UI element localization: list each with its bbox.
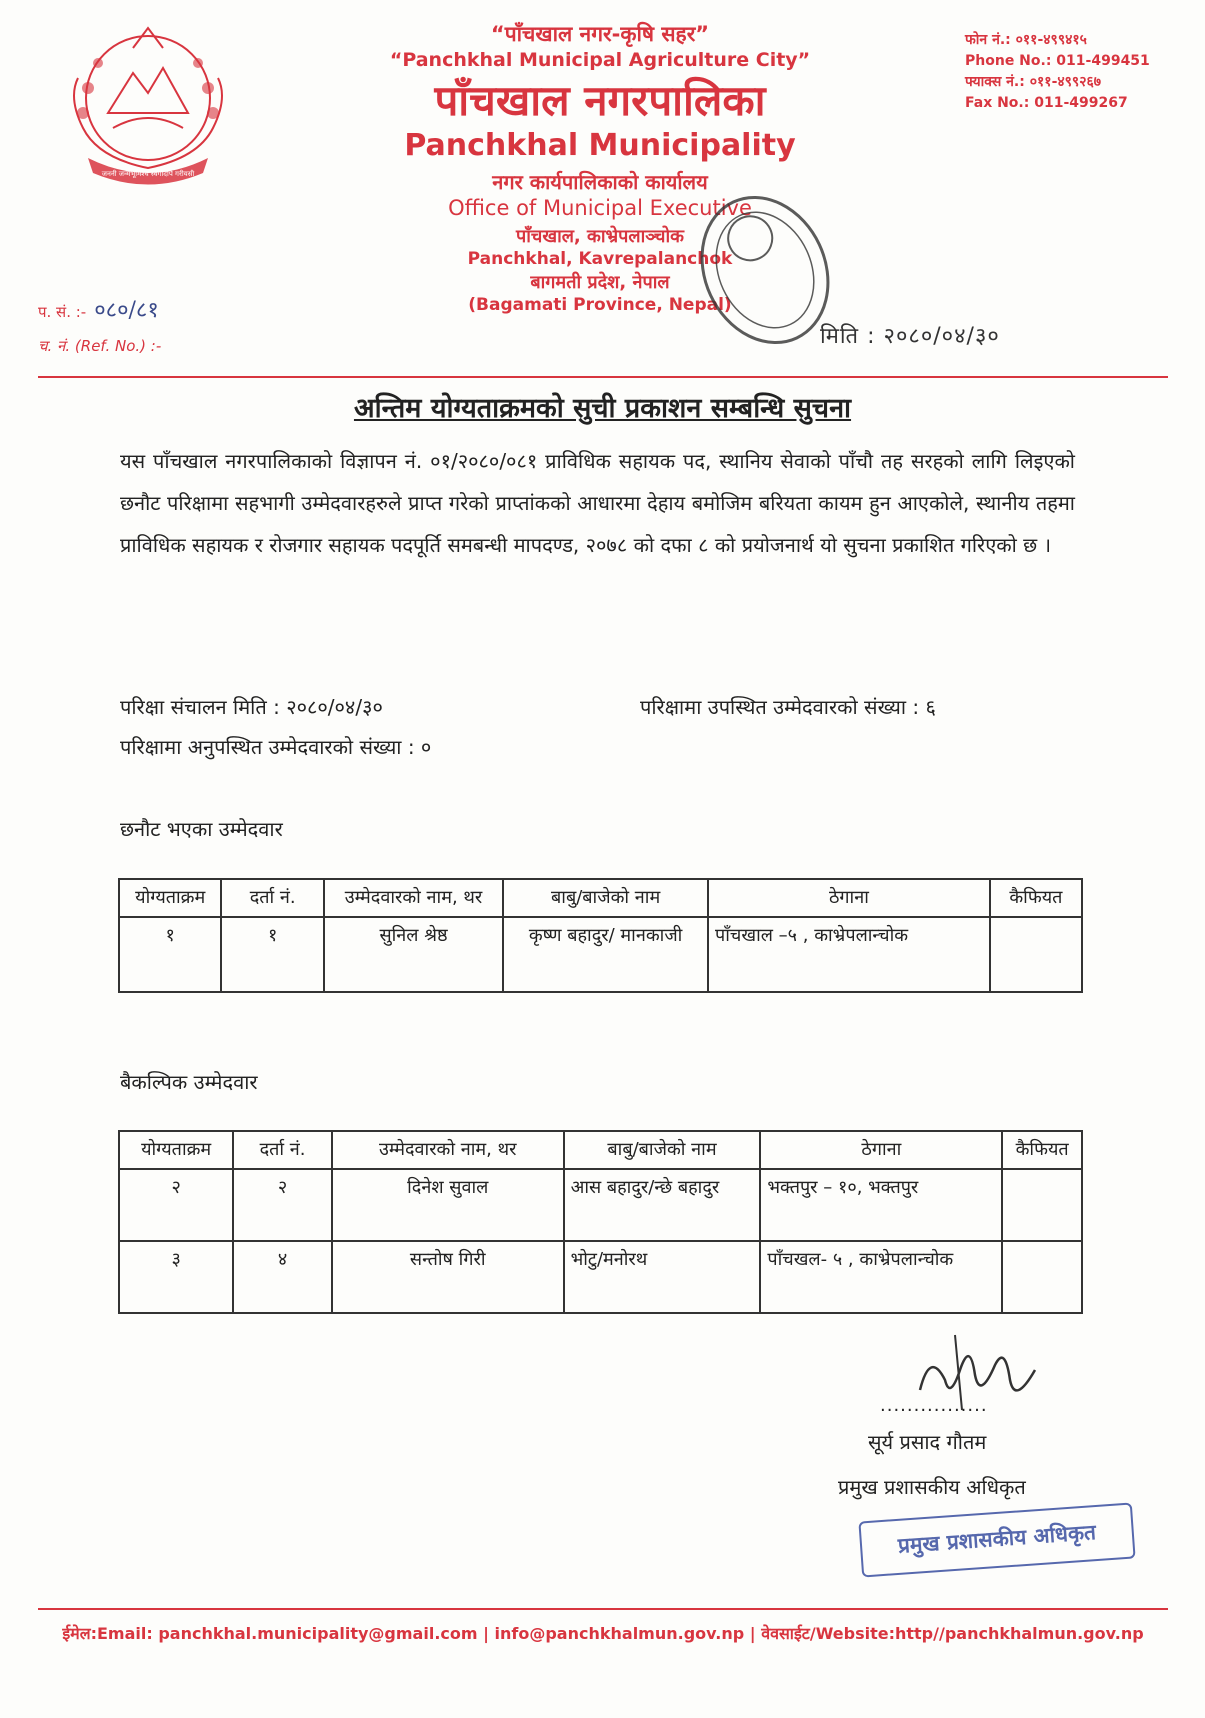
- table-row: [119, 1169, 1082, 1241]
- cell-address: पाँचखाल –५ , काभ्रेपलान्चोक: [708, 917, 990, 992]
- signatory-name: सूर्य प्रसाद गौतम: [868, 1430, 987, 1454]
- alternate-heading: बैकल्पिक उम्मेदवार: [120, 1070, 258, 1094]
- ps-label: प. सं. :-: [38, 303, 87, 321]
- col-address: ठेगाना: [760, 1131, 1002, 1169]
- cell-name: सुनिल श्रेष्ठ: [324, 917, 503, 992]
- notice-title: अन्तिम योग्यताक्रमको सुची प्रकाशन सम्बन्धि सुचना: [353, 393, 852, 424]
- fax-np: फ्याक्स नं.: ०११-४९९२६७: [965, 74, 1102, 90]
- header-divider: [38, 376, 1168, 378]
- slogan-np: “पाँचखाल नगर-कृषि सहर”: [490, 22, 710, 46]
- present-count: परिक्षामा उपस्थित उम्मेदवारको संख्या : ६: [640, 695, 936, 719]
- signatory-title: प्रमुख प्रशासकीय अधिकृत: [838, 1475, 1026, 1499]
- nepal-emblem: [38, 18, 258, 188]
- col-reg-no: दर्ता नं.: [221, 879, 323, 917]
- designation-stamp: प्रमुख प्रशासकीय अधिकृत: [858, 1503, 1135, 1578]
- cell-name: सन्तोष गिरी: [332, 1241, 564, 1313]
- cell-remarks: [1002, 1169, 1082, 1241]
- cell-rank: १: [119, 917, 221, 992]
- col-father: बाबु/बाजेको नाम: [503, 879, 708, 917]
- cell-reg-no: १: [221, 917, 323, 992]
- col-address: ठेगाना: [708, 879, 990, 917]
- date-label: मिति :: [820, 324, 876, 349]
- cell-address: भक्तपुर – १०, भक्तपुर: [760, 1169, 1002, 1241]
- emblem-motto: जननी जन्मभूमिश्च स्वर्गादपि गरीयसी: [101, 170, 195, 178]
- fax-en: Fax No.: 011-499267: [965, 95, 1128, 111]
- table-header-row: [119, 879, 1082, 917]
- slogan-en: “Panchkhal Municipal Agriculture City”: [389, 49, 811, 72]
- col-reg-no: दर्ता नं.: [233, 1131, 332, 1169]
- office-name-np: नगर कार्यपालिकाको कार्यालय: [492, 170, 708, 195]
- table-row: [119, 1241, 1082, 1313]
- cell-father: आस बहादुर/न्छे बहादुर: [564, 1169, 761, 1241]
- col-rank: योग्यताक्रम: [119, 879, 221, 917]
- cell-father: भोटु/मनोरथ: [564, 1241, 761, 1313]
- province-np: बागमती प्रदेश, नेपाल: [530, 271, 670, 293]
- col-rank: योग्यताक्रम: [119, 1131, 233, 1169]
- reference-block: [38, 290, 161, 360]
- ref-label: च. नं. (Ref. No.) :-: [38, 336, 162, 355]
- address-np: पाँचखाल, काभ्रेपलाञ्चोक: [516, 225, 684, 247]
- date-value: २०८०/०४/३०: [883, 324, 1000, 349]
- ps-value: ०८०/८१: [94, 298, 159, 323]
- table-header-row: [119, 1131, 1082, 1169]
- table-row: [119, 917, 1082, 992]
- alternate-table: [118, 1130, 1083, 1314]
- province-en: (Bagamati Province, Nepal): [468, 295, 732, 316]
- phone-en: Phone No.: 011-499451: [965, 53, 1150, 69]
- municipality-name-np: पाँचखाल नगरपालिका: [434, 75, 766, 125]
- col-name: उम्मेदवारको नाम, थर: [332, 1131, 564, 1169]
- exam-date: परिक्षा संचालन मिति : २०८०/०४/३०: [120, 695, 383, 719]
- address-en: Panchkhal, Kavrepalanchok: [467, 249, 733, 270]
- notice-body: यस पाँचखाल नगरपालिकाको विज्ञापन नं. ०१/२०८०/०८१ प्राविधिक सहायक पद, स्थानिय सेवाको पाँचौ तह सरहको लागि लिइएको छनौट परिक्षामा सहभागी उम्मेदवारहरुले प्राप्त गरेको प्राप्तांकको आधारमा देहाय बमोजिम बरियता कायम हुन आएकोले, स्थानीय तहमा प्राविधिक सहायक र रोजगार सहायक पदपूर्ति समबन्धी मापदण्ड, २०७८ को दफा ८ को प्रयोजनार्थ यो सुचना प्रकाशित गरिएको छ ।: [120, 449, 1075, 557]
- cell-name: दिनेश सुवाल: [332, 1169, 564, 1241]
- cell-reg-no: २: [233, 1169, 332, 1241]
- cell-remarks: [1002, 1241, 1082, 1313]
- cell-father: कृष्ण बहादुर/ मानकाजी: [503, 917, 708, 992]
- contact-block: [965, 30, 1175, 114]
- col-remarks: कैफियत: [990, 879, 1082, 917]
- signature-line: ................: [880, 1395, 988, 1416]
- phone-np: फोन नं.: ०११-४९९४१५: [965, 32, 1087, 48]
- cell-rank: ३: [119, 1241, 233, 1313]
- cell-address: पाँचखल- ५ , काभ्रेपलान्चोक: [760, 1241, 1002, 1313]
- footer-divider: [38, 1608, 1168, 1610]
- cell-remarks: [990, 917, 1082, 992]
- col-name: उम्मेदवारको नाम, थर: [324, 879, 503, 917]
- selected-table: [118, 878, 1083, 993]
- absent-count: परिक्षामा अनुपस्थित उम्मेदवारको संख्या : ०: [120, 735, 432, 759]
- selected-heading: छनौट भएका उम्मेदवार: [120, 817, 283, 841]
- col-father: बाबु/बाजेको नाम: [564, 1131, 761, 1169]
- municipality-name-en: Panchkhal Municipality: [404, 128, 796, 164]
- cell-reg-no: ४: [233, 1241, 332, 1313]
- footer-contact: ईमेल:Email: panchkhal.municipality@gmail.com | info@panchkhalmun.gov.np | वेवसाईट/Website:http//panchkhalmun.gov.np: [62, 1624, 1144, 1643]
- date-line: [820, 320, 1000, 350]
- col-remarks: कैफियत: [1002, 1131, 1082, 1169]
- office-round-stamp: [690, 175, 840, 365]
- cell-rank: २: [119, 1169, 233, 1241]
- office-name-en: Office of Municipal Executive: [448, 196, 752, 221]
